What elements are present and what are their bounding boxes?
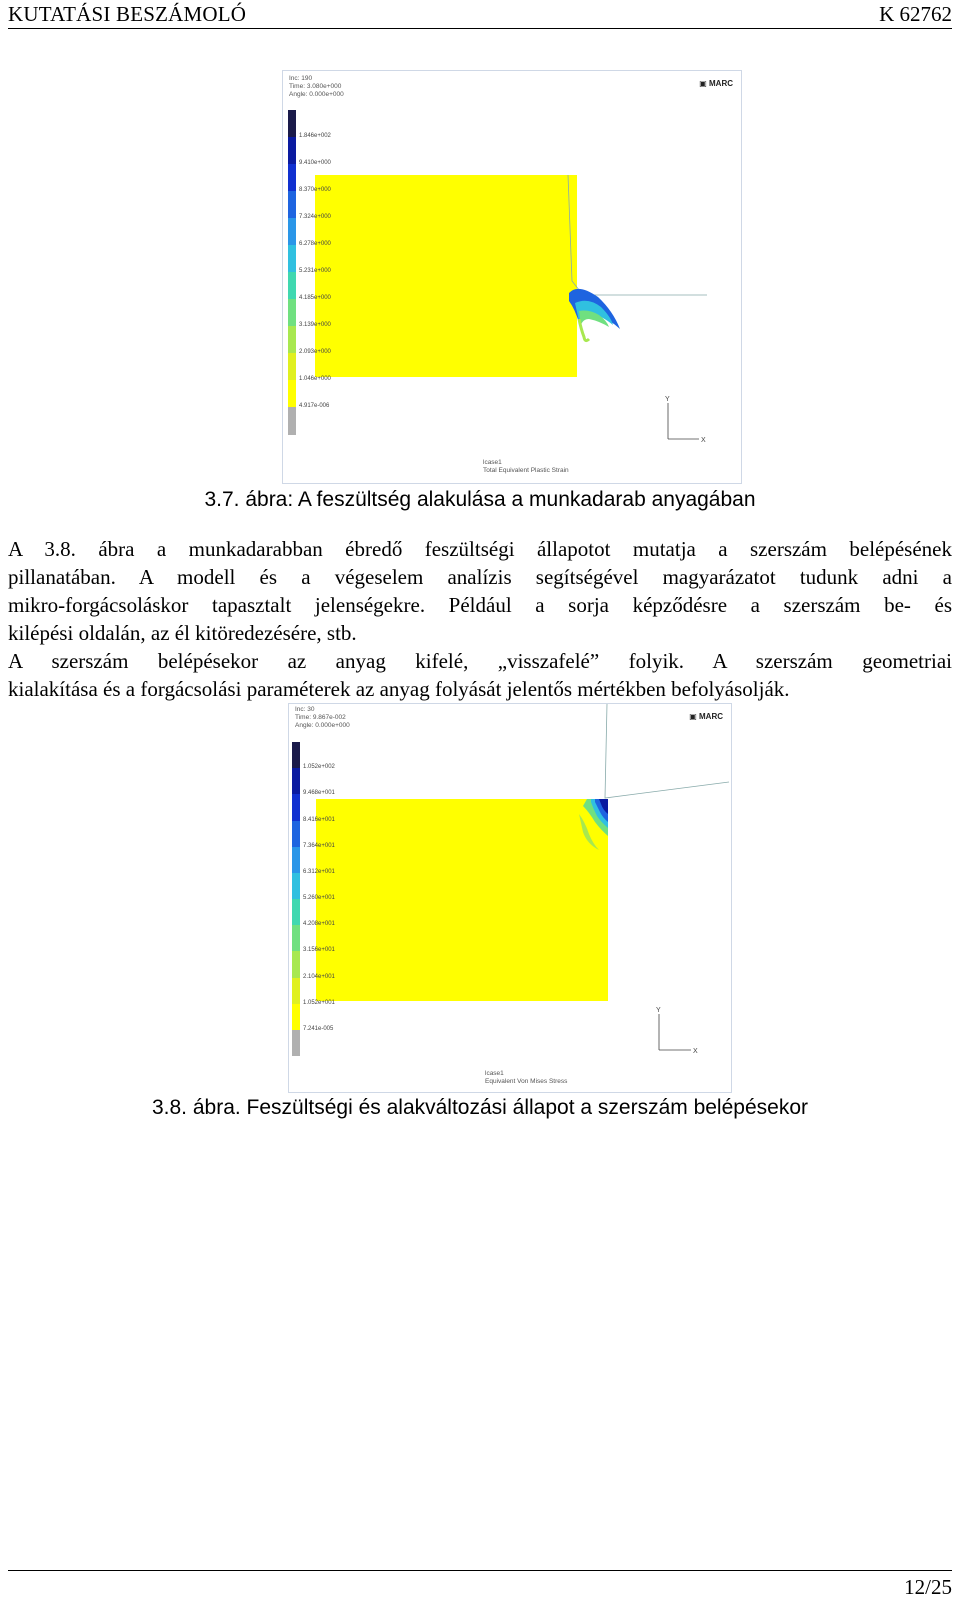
quantity-label: Total Equivalent Plastic Strain (483, 467, 569, 474)
legend-swatch (292, 1030, 300, 1057)
legend-label: 8.370e+000 (299, 187, 331, 193)
figure-caption-2: 3.8. ábra. Feszültségi és alakváltozási állapot a szerszám belépésekor (151, 1096, 808, 1119)
legend-label: 6.278e+000 (299, 241, 331, 247)
legend-swatch (288, 272, 296, 300)
legend-swatch (288, 218, 296, 246)
legend-label: 1.846e+002 (299, 133, 331, 139)
text-line: A 3.8. ábra a munkadarabban ébredő feszültségi állapotot mutatja a szerszám belépésének (8, 537, 952, 561)
legend-swatch (292, 951, 300, 978)
legend-label: 7.324e+000 (299, 214, 331, 220)
legend-swatch (288, 110, 296, 138)
legend-swatch (288, 380, 296, 408)
quantity-label: Equivalent Von Mises Stress (485, 1078, 568, 1085)
legend-swatch (288, 137, 296, 165)
legend-label: 5.231e+000 (299, 268, 331, 274)
legend-swatch (288, 245, 296, 273)
report-id: K 62762 (879, 2, 952, 26)
legend-swatch (288, 326, 296, 354)
page-footer (8, 1570, 952, 1599)
color-legend (292, 742, 335, 1056)
legend-swatch (292, 899, 300, 926)
legend-swatch (288, 191, 296, 219)
paragraph-2 (8, 647, 952, 703)
workpiece (316, 799, 608, 1001)
legend-swatch (292, 1004, 300, 1031)
info-angle: Angle: 0.000e+000 (289, 91, 344, 98)
legend-label: 5.260e+001 (303, 895, 335, 901)
legend-swatch (292, 742, 300, 769)
info-inc: Inc: 190 (289, 75, 313, 82)
legend-label: 7.241e-005 (303, 1025, 334, 1032)
fe-plot (289, 704, 731, 1092)
legend-label: 4.185e+000 (299, 295, 331, 301)
axis-x-label: X (701, 437, 706, 444)
legend-swatch (292, 873, 300, 900)
legend-swatch (292, 978, 300, 1005)
marc-logo: ▣ MARC (699, 79, 733, 88)
legend-label: 4.917e-006 (299, 403, 330, 409)
legend-label: 3.139e+000 (299, 322, 331, 328)
legend-swatch (288, 407, 296, 435)
legend-swatch (292, 794, 300, 821)
figure-footer (485, 1070, 567, 1086)
info-time: Time: 3.080e+000 (289, 83, 342, 90)
tool-outline (568, 175, 707, 295)
paragraph-1 (8, 535, 952, 647)
workpiece (315, 175, 577, 377)
axis-y-label: Y (665, 396, 670, 403)
page-number: 12/25 (904, 1575, 952, 1599)
legend-label: 1.052e+002 (303, 764, 335, 771)
marc-logo: ▣ MARC (689, 712, 723, 721)
figure-von-mises-stress (288, 703, 732, 1093)
legend-swatch (288, 299, 296, 327)
loadcase-label: lcase1 (483, 459, 502, 466)
axes-triad (659, 1014, 691, 1050)
figure-plastic-strain (282, 70, 742, 484)
logo-icon: ▣ (689, 712, 697, 721)
legend-label: 1.052e+001 (303, 999, 335, 1006)
legend-swatch (292, 768, 300, 795)
text-line: A szerszám belépésekor az anyag kifelé, „visszafelé” folyik. A szerszám geometriai (8, 649, 952, 673)
info-inc: Inc: 30 (295, 706, 315, 713)
legend-swatch (288, 353, 296, 381)
fe-plot (283, 71, 741, 483)
text-line: mikro-forgácsoláskor tapasztalt jelenségekre. Például a sorja képződésre a szerszám be- és (8, 593, 952, 617)
report-title: KUTATÁSI BESZÁMOLÓ (8, 2, 247, 26)
legend-label: 4.208e+001 (303, 921, 335, 928)
color-legend (288, 110, 331, 434)
figure-footer (483, 459, 569, 475)
text-line: pillanatában. A modell és a végeselem analízis segítségével magyarázatot tudunk adni a (8, 565, 952, 589)
legend-label: 2.093e+000 (299, 349, 331, 355)
text-line: kialakítása és a forgácsolási paraméterek az anyag folyását jelentős mértékben befolyásolják. (8, 677, 790, 701)
legend-label: 9.468e+001 (303, 790, 335, 797)
legend-swatch (292, 847, 300, 874)
legend-label: 3.156e+001 (303, 947, 335, 954)
legend-swatch (288, 164, 296, 192)
axis-y-label: Y (656, 1007, 661, 1014)
axis-x-label: X (693, 1048, 698, 1055)
text-line: kilépési oldalán, az él kitöredezésére, stb. (8, 621, 357, 645)
legend-swatch (292, 925, 300, 952)
legend-label: 7.364e+001 (303, 842, 335, 849)
legend-label: 9.410e+000 (299, 160, 331, 166)
loadcase-label: lcase1 (485, 1070, 504, 1077)
logo-icon: ▣ (699, 79, 707, 88)
page-header (8, 0, 952, 29)
legend-label: 2.104e+001 (303, 973, 335, 980)
info-time: Time: 9.867e-002 (295, 714, 346, 721)
legend-label: 8.416e+001 (303, 816, 335, 823)
legend-label: 1.046e+000 (299, 376, 331, 382)
info-angle: Angle: 0.000e+000 (295, 722, 350, 729)
axes-triad (668, 403, 699, 439)
legend-label: 6.312e+001 (303, 868, 335, 875)
tool-outline (605, 704, 729, 798)
legend-swatch (292, 821, 300, 848)
figure-caption-1: 3.7. ábra: A feszültség alakulása a munkadarab anyagában (204, 488, 756, 511)
